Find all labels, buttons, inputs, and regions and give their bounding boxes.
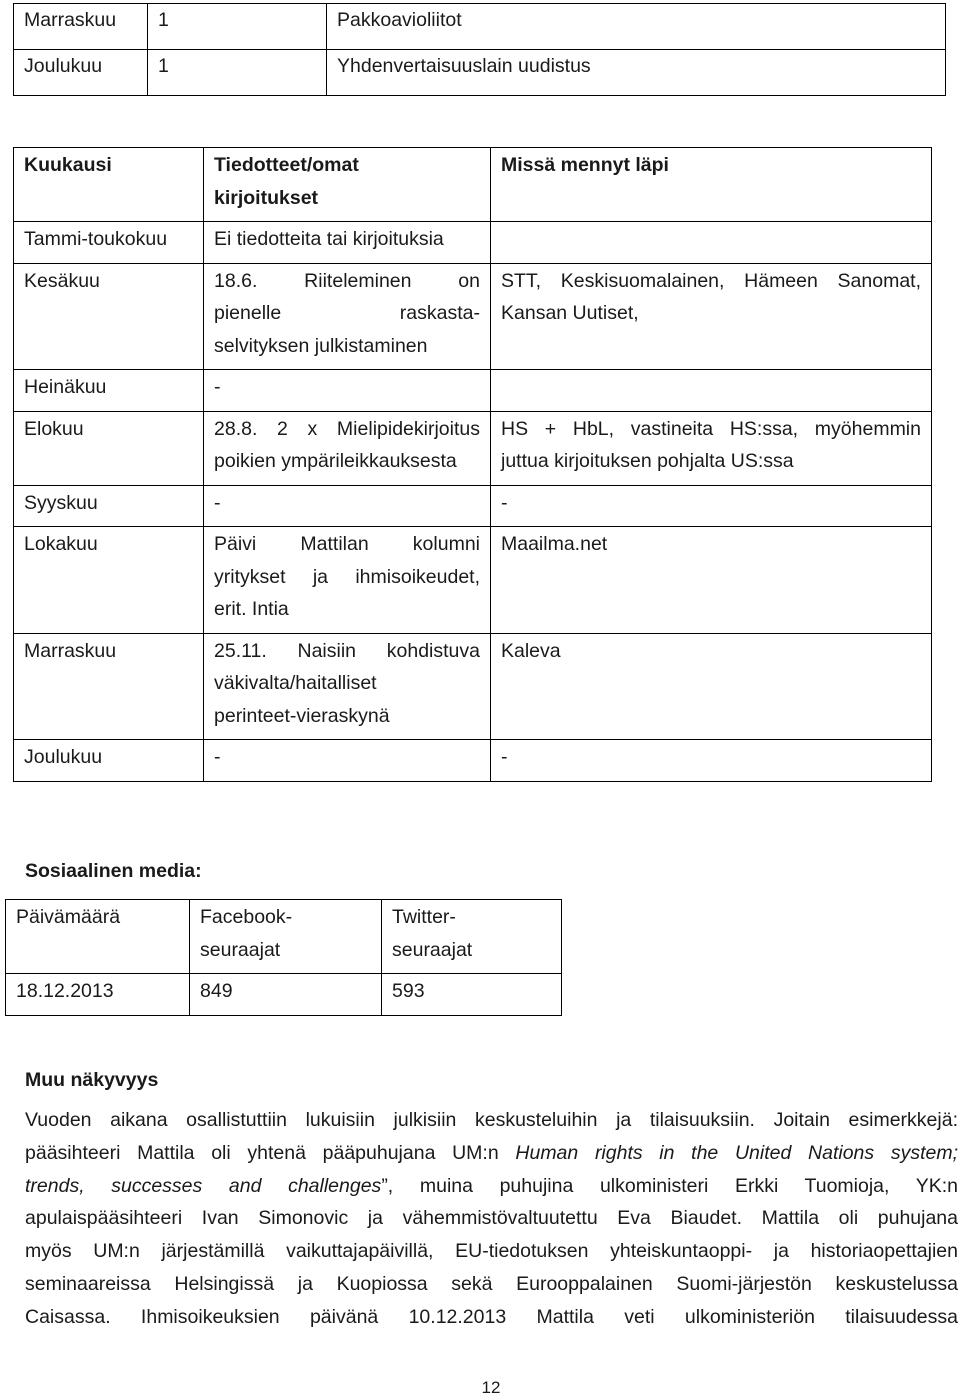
social-media-heading: Sosiaalinen media: [25, 860, 202, 882]
table-row [14, 527, 932, 634]
topic-cell: Pakkoavioliitot [327, 4, 946, 50]
topic-cell: Yhdenvertaisuuslain uudistus [327, 50, 946, 96]
paragraph-line: pääsihteeri Mattila oli yhtenä pääpuhujana UM:n Human rights in the United Nations system; [25, 1141, 959, 1164]
page-number: 12 [481, 1378, 501, 1397]
where-cell [491, 222, 932, 264]
items-cell: Päivi Mattilan kolumni yritykset ja ihmisoikeudet, erit. Intia [204, 527, 491, 634]
table-header-row [6, 900, 562, 974]
facebook-cell: 849 [190, 974, 382, 1016]
header-twitter: Twitter- seuraajat [382, 900, 562, 974]
paragraph-line: Vuoden aikana osallistuttiin lukuisiin julkisiin keskusteluihin ja tilaisuuksiin. Joitain esimerkkejä: [25, 1109, 958, 1131]
where-cell [491, 370, 932, 412]
month-cell: Joulukuu [14, 50, 148, 96]
paragraph-line: trends, successes and challenges”, muina puhujina ulkoministeri Erkki Tuomioja, YK:n [25, 1174, 958, 1197]
visibility-paragraph [25, 1104, 958, 1334]
month-cell: Heinäkuu [14, 370, 204, 412]
header-date: Päivämäärä [6, 900, 190, 974]
month-cell: Marraskuu [14, 633, 204, 740]
items-cell: - [204, 370, 491, 412]
where-cell: - [491, 485, 932, 527]
items-cell: 18.6. Riiteleminen on pienelle raskasta- selvityksen julkistaminen [204, 263, 491, 370]
table-row [14, 411, 932, 485]
paragraph-line: Caisassa. Ihmisoikeuksien päivänä 10.12.2013 Mattila veti ulkoministeriön tilaisuudessa [25, 1305, 958, 1328]
table-row [14, 485, 932, 527]
table-row [14, 370, 932, 412]
top-table [13, 3, 946, 96]
table-row [14, 222, 932, 264]
header-month: Kuukausi [14, 148, 204, 222]
where-cell: Maailma.net [491, 527, 932, 634]
month-cell: Joulukuu [14, 740, 204, 782]
month-cell: Lokakuu [14, 527, 204, 634]
table-row [14, 633, 932, 740]
items-cell: Ei tiedotteita tai kirjoituksia [204, 222, 491, 264]
twitter-cell: 593 [382, 974, 562, 1016]
month-cell: Elokuu [14, 411, 204, 485]
items-cell: - [204, 740, 491, 782]
month-cell: Kesäkuu [14, 263, 204, 370]
table-row [14, 50, 946, 96]
paragraph-line: myös UM:n järjestämillä vaikuttajapäivillä, EU-tiedotuksen yhteiskuntaoppi- ja historiaopettajien [25, 1240, 958, 1263]
count-cell: 1 [148, 50, 327, 96]
table-row [6, 974, 562, 1016]
table-row [14, 740, 932, 782]
month-cell: Marraskuu [14, 4, 148, 50]
table-header-row [14, 148, 932, 222]
items-cell: - [204, 485, 491, 527]
social-table [5, 899, 562, 1016]
date-cell: 18.12.2013 [6, 974, 190, 1016]
where-cell: STT, Keskisuomalainen, Hämeen Sanomat, Kansan Uutiset, [491, 263, 932, 370]
header-where: Missä mennyt läpi [491, 148, 932, 222]
where-cell: - [491, 740, 932, 782]
table-row [14, 263, 932, 370]
month-cell: Syyskuu [14, 485, 204, 527]
items-cell: 25.11. Naisiin kohdistuva väkivalta/haitalliset perinteet-vieraskynä [204, 633, 491, 740]
items-cell: 28.8. 2 x Mielipidekirjoitus poikien ympärileikkauksesta [204, 411, 491, 485]
count-cell: 1 [148, 4, 327, 50]
where-cell: HS + HbL, vastineita HS:ssa, myöhemmin juttua kirjoituksen pohjalta US:ssa [491, 411, 932, 485]
paragraph-line: apulaispääsihteeri Ivan Simonovic ja vähemmistövaltuutettu Eva Biaudet. Mattila oli puhujana [25, 1207, 958, 1230]
media-table [13, 147, 932, 782]
table-row [14, 4, 946, 50]
header-items: Tiedotteet/omat kirjoitukset [204, 148, 491, 222]
where-cell: Kaleva [491, 633, 932, 740]
month-cell: Tammi-toukokuu [14, 222, 204, 264]
header-facebook: Facebook- seuraajat [190, 900, 382, 974]
visibility-heading: Muu näkyvyys [25, 1069, 159, 1091]
paragraph-line: seminaareissa Helsingissä ja Kuopiossa sekä Eurooppalainen Suomi-järjestön keskustelussa [25, 1272, 958, 1295]
